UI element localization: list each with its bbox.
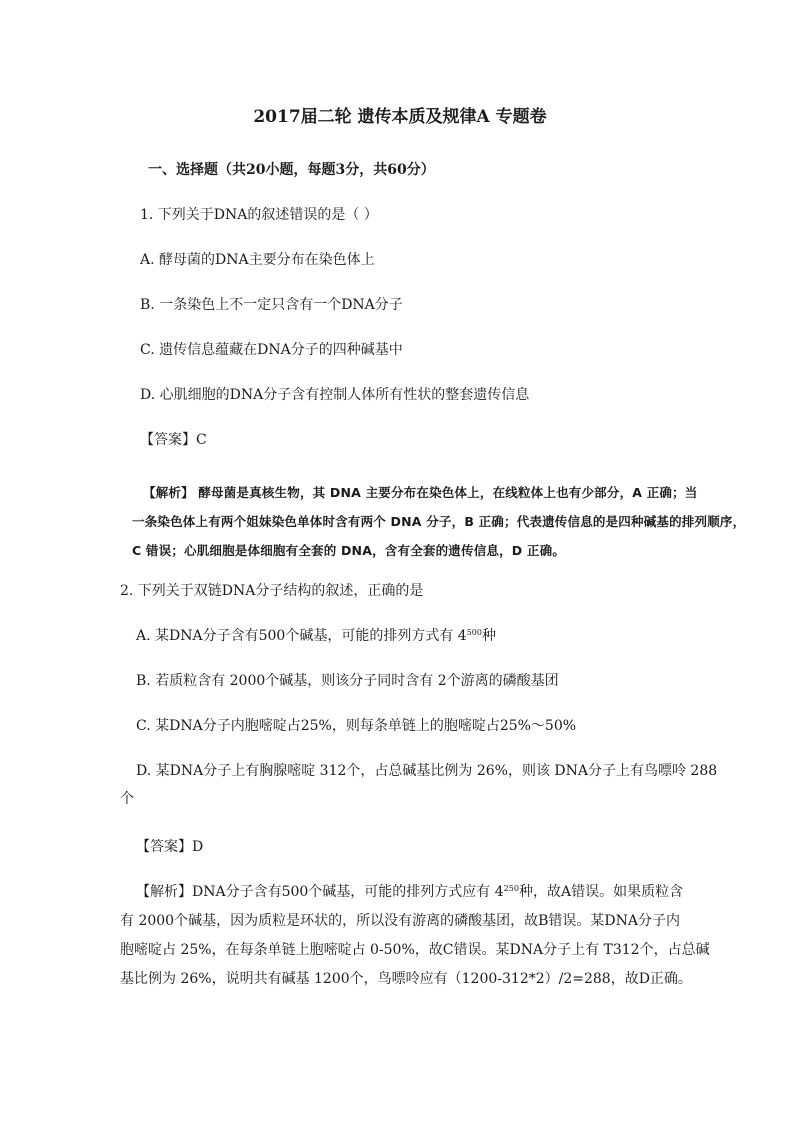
q1-option-c: C. 遗传信息蕴藏在DNA分子的四种碱基中: [140, 342, 403, 358]
q2-analysis-line-1: [136, 883, 683, 901]
q2-option-b: B. 若质粒含有 2000个碱基，则该分子同时含有 2个游离的磷酸基团: [136, 673, 559, 689]
q1-option-a: A. 酵母菌的DNA主要分布在染色体上: [140, 252, 375, 268]
q2-analysis-exponent: 250: [503, 884, 519, 893]
q1-stem: 1. 下列关于DNA的叙述错误的是（ ）: [140, 207, 378, 223]
q2-option-d-line-1: D. 某DNA分子上有胸腺嘧啶 312个，占总碱基比例为 26%，则该 DNA分子上有鸟嘌呤 288: [136, 763, 718, 779]
q1-option-b: B. 一条染色上不一定只含有一个DNA分子: [140, 297, 403, 313]
q2-option-a-suffix: 种: [481, 628, 496, 644]
q2-analysis-line-2: 有 2000个碱基，因为质粒是环状的，所以没有游离的磷酸基团，故B错误。某DNA分子内: [120, 913, 680, 929]
q2-stem: 2. 下列关于双链DNA分子结构的叙述，正确的是: [120, 583, 424, 599]
document-title: 2017届二轮 遗传本质及规律A 专题卷: [253, 107, 547, 127]
q2-option-c: C. 某DNA分子内胞嘧啶占25%，则每条单链上的胞嘧啶占25%～50%: [136, 718, 577, 734]
q2-analysis-line-4: 基比例为 26%，说明共有碱基 1200个，鸟嘌呤应有（1200-312*2）/2=288，故D正确。: [120, 971, 692, 987]
q1-option-d: D. 心肌细胞的DNA分子含有控制人体所有性状的整套遗传信息: [140, 387, 530, 403]
q2-analysis-text: 【解析】DNA分子含有500个碱基，可能的排列方式应有 4: [136, 884, 504, 900]
q1-analysis-line-1: 【解析】 酵母菌是真核生物，其 DNA 主要分布在染色体上，在线粒体上也有少部分，A 正确；当: [143, 485, 698, 500]
q2-option-a-text: A. 某DNA分子含有500个碱基，可能的排列方式有 4: [136, 628, 467, 644]
q1-analysis-line-2: 一条染色体上有两个姐妹染色单体时含有两个 DNA 分子，B 正确；代表遗传信息的是四种碱基的排列顺序，: [132, 514, 746, 529]
q2-analysis-line-3: 胞嘧啶占 25%，在每条单链上胞嘧啶占 0-50%，故C错误。某DNA分子上有 T312个，占总碱: [120, 942, 710, 958]
q2-analysis-suffix: 种，故A错误。如果质粒含: [518, 884, 684, 900]
section-heading: 一、选择题（共20小题，每题3分，共60分）: [148, 162, 435, 178]
q2-option-a: [136, 627, 496, 645]
q1-analysis-line-3: C 错误；心肌细胞是体细胞有全套的 DNA，含有全套的遗传信息，D 正确。: [132, 543, 566, 558]
q2-option-a-exponent: 500: [466, 628, 482, 637]
q2-option-d-line-2: 个: [120, 791, 134, 807]
q1-answer: 【答案】C: [140, 432, 207, 448]
q2-answer: 【答案】D: [136, 839, 204, 855]
